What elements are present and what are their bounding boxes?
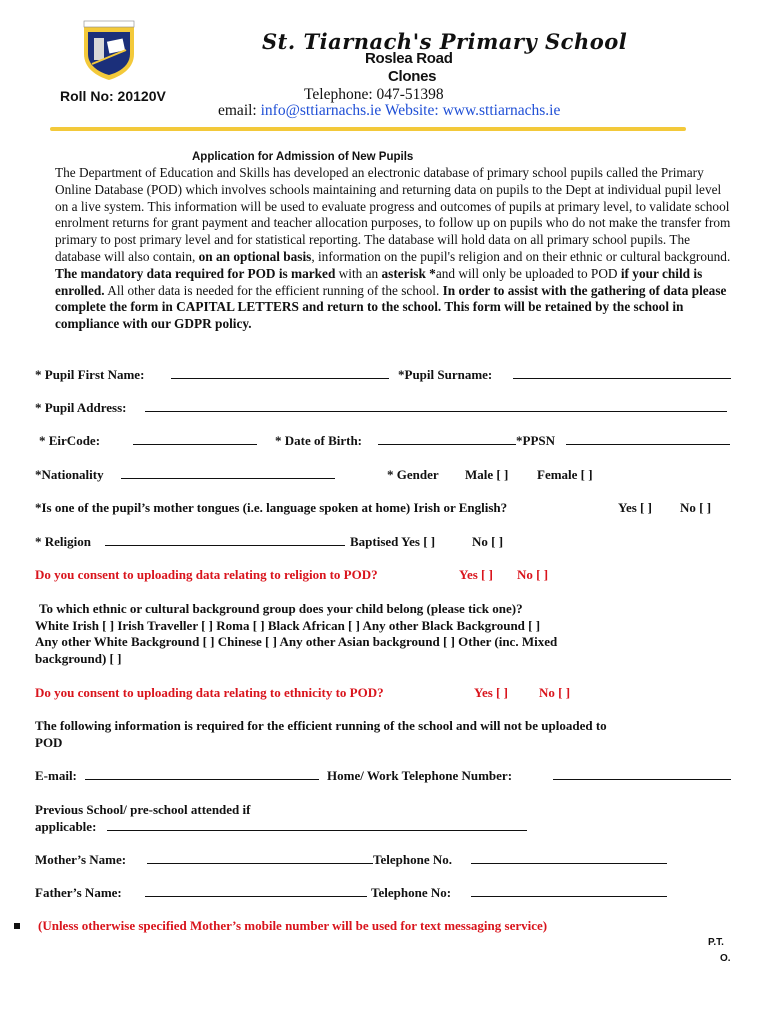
mother-tongue-yes-checkbox[interactable]: Yes [ ]: [618, 500, 652, 515]
website-link[interactable]: www.sttiarnachs.ie: [442, 102, 561, 119]
previous-school-label-2: applicable:: [35, 819, 97, 834]
previous-school-label: Previous School/ pre-school attended if: [35, 802, 251, 817]
mother-tel-field[interactable]: [471, 852, 667, 864]
mother-tel-label: Telephone No.: [373, 852, 452, 867]
email-label: email:: [218, 102, 257, 119]
nationality-field[interactable]: [121, 467, 335, 479]
ppsn-field[interactable]: [566, 433, 730, 445]
father-name-label: Father’s Name:: [35, 885, 122, 900]
religion-field[interactable]: [105, 534, 345, 546]
intro-paragraph: The Department of Education and Skills has developed an electronic database of primary school pupils called the Primary Online Database (POD) which involves schools maintaining and returning data on pupils to the Dept at individual pupil level on a live system. This information will be used to evaluate progress and outcomes of pupils at primary level, to validate school enrolment returns for grant payment and teacher allocation purposes, to follow up on pupils who do not make the transfer from primary to post primary level and for statistical reporting. The database will hold data on all primary school pupils. The database will also contain, on an optional basis, information on the pupil's religion and on their ethnic or cultural background. The mandatory data required for POD is marked with an asterisk *and will only be uploaded to POD if your child is enrolled. All other data is needed for the efficient running of the school. In order to assist with the gathering of data please complete the form in CAPITAL LETTERS and return to the school. This form will be retained by the school in compliance with our GDPR policy.: [55, 165, 731, 332]
surname-field[interactable]: [513, 367, 731, 379]
school-crest-logo: [80, 20, 138, 82]
mother-tongue-question: *Is one of the pupil’s mother tongues (i.e. language spoken at home) Irish or English?: [35, 500, 508, 515]
email-field-label: E-mail:: [35, 768, 77, 783]
first-name-field[interactable]: [171, 367, 389, 379]
baptised-yes-checkbox[interactable]: Baptised Yes [ ]: [350, 534, 436, 549]
consent-religion-yes-checkbox[interactable]: Yes [ ]: [459, 567, 493, 582]
form-title: Application for Admission of New Pupils: [192, 151, 414, 163]
school-town: Clones: [388, 68, 437, 85]
roll-number: Roll No: 20120V: [60, 88, 166, 104]
school-telephone: Telephone: 047-51398: [304, 86, 444, 103]
eircode-field[interactable]: [133, 433, 257, 445]
contact-line: [218, 102, 560, 120]
consent-ethnicity-question: Do you consent to uploading data relating to ethnicity to POD?: [35, 685, 384, 700]
pto-label-2: O.: [720, 953, 731, 964]
consent-ethnicity-no-checkbox[interactable]: No [ ]: [539, 685, 571, 700]
header-divider: [50, 127, 686, 131]
gender-label: * Gender: [387, 467, 439, 482]
home-tel-label: Home/ Work Telephone Number:: [327, 768, 513, 783]
school-road: Roslea Road: [365, 50, 453, 67]
school-name: St. Tiarnach's Primary School: [262, 29, 628, 54]
religion-label: * Religion: [35, 534, 91, 549]
dob-label: * Date of Birth:: [275, 433, 363, 448]
consent-religion-no-checkbox[interactable]: No [ ]: [517, 567, 549, 582]
gender-female-checkbox[interactable]: Female [ ]: [537, 467, 593, 482]
bullet-icon: [14, 923, 20, 929]
father-tel-field[interactable]: [471, 885, 667, 897]
eircode-label: * EirCode:: [39, 433, 101, 448]
consent-ethnicity-yes-checkbox[interactable]: Yes [ ]: [474, 685, 508, 700]
mother-name-label: Mother’s Name:: [35, 852, 127, 867]
email-link[interactable]: info@sttiarnachs.ie: [260, 102, 382, 119]
email-field[interactable]: [85, 768, 319, 780]
surname-label: *Pupil Surname:: [398, 367, 493, 382]
previous-school-field[interactable]: [107, 819, 527, 831]
father-name-field[interactable]: [145, 885, 367, 897]
father-tel-label: Telephone No:: [371, 885, 452, 900]
address-field[interactable]: [145, 400, 727, 412]
dob-field[interactable]: [378, 433, 516, 445]
baptised-no-checkbox[interactable]: No [ ]: [472, 534, 504, 549]
ppsn-label: *PPSN: [516, 433, 555, 448]
consent-religion-question: Do you consent to uploading data relating to religion to POD?: [35, 567, 378, 582]
nationality-label: *Nationality: [35, 467, 104, 482]
website-label: Website:: [384, 102, 439, 119]
pto-label-1: P.T.: [708, 937, 724, 948]
gender-male-checkbox[interactable]: Male [ ]: [465, 467, 509, 482]
mother-name-field[interactable]: [147, 852, 373, 864]
address-label: * Pupil Address:: [35, 400, 127, 415]
home-tel-field[interactable]: [553, 768, 731, 780]
first-name-label: * Pupil First Name:: [35, 367, 145, 382]
mother-tongue-no-checkbox[interactable]: No [ ]: [680, 500, 712, 515]
